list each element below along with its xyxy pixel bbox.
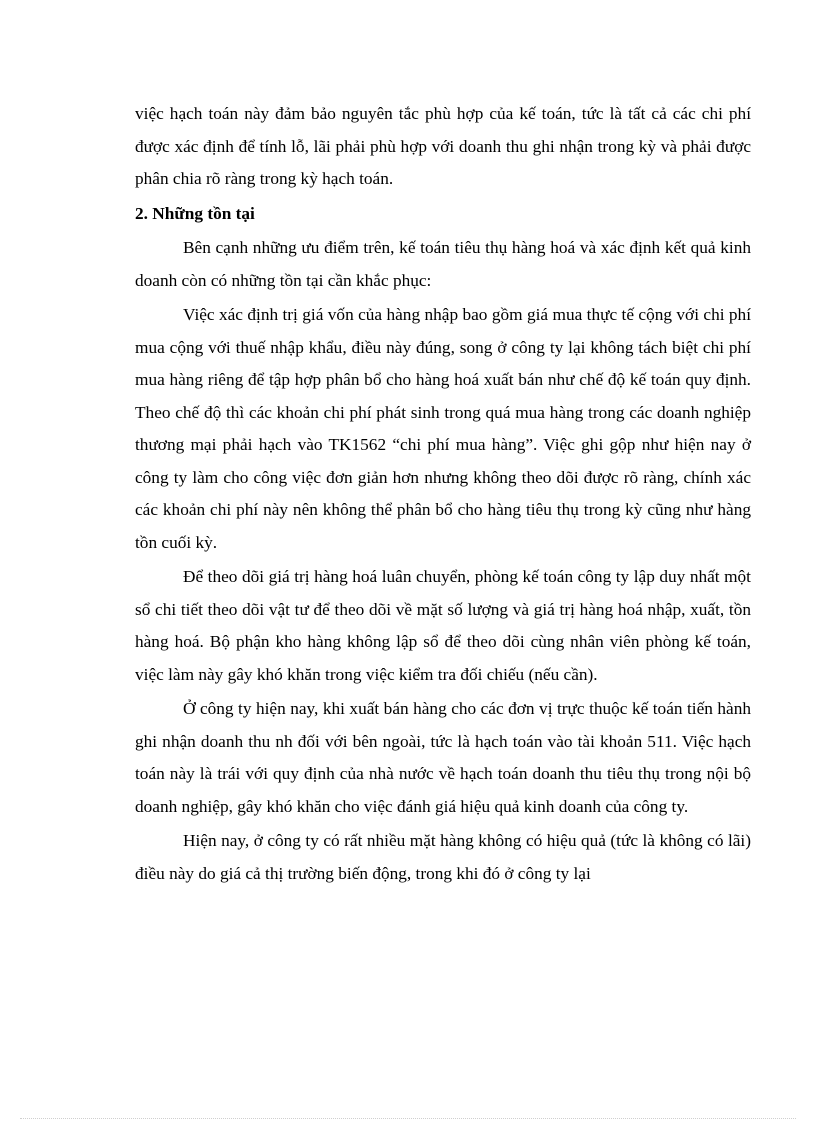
section-heading: 2. Những tồn tại: [135, 203, 255, 223]
paragraph-cost-determination: Việc xác định trị giá vốn của hàng nhập bao gồm giá mua thực tế cộng với chi phí mua cộng với thuế nhập khẩu, điều này đúng, song ở công ty lại không tách biệt chi phí mua hàng riêng để tập hợp phân bổ cho hàng hoá xuất bán như chế độ kế toán quy định. Theo chế độ thì các khoản chi phí phát sinh trong quá mua hàng trong các doanh nghiệp thương mại phải hạch vào TK1562 “chi phí mua hàng”. Việc ghi gộp như hiện nay ở công ty làm cho công việc đơn giản hơn nhưng không theo dõi được rõ ràng, chính xác các khoản chi phí này nên không thể phân bổ cho hàng tiêu thụ trong kỳ cũng như hàng tồn cuối kỳ.: [135, 305, 751, 552]
paragraph-intro: Bên cạnh những ưu điểm trên, kế toán tiêu thụ hàng hoá và xác định kết quả kinh doanh còn có những tồn tại cần khắc phục:: [135, 238, 751, 290]
document-body: [135, 98, 751, 890]
paragraph-inventory-tracking: Để theo dõi giá trị hàng hoá luân chuyển, phòng kế toán công ty lập duy nhất một sổ chi tiết theo dõi vật tư để theo dõi về mặt số lượng và giá trị hàng hoá nhập, xuất, tồn hàng hoá. Bộ phận kho hàng không lập sổ để theo dõi cùng nhân viên phòng kế toán, việc làm này gây khó khăn trong việc kiểm tra đối chiếu (nếu cần).: [135, 567, 751, 684]
paragraph-unprofitable-items: Hiện nay, ở công ty có rất nhiều mặt hàng không có hiệu quả (tức là không có lãi) điều này do giá cả thị trường biến động, trong khi đó ở công ty lại: [135, 831, 751, 883]
paragraph-continuation: việc hạch toán này đảm bảo nguyên tắc phù hợp của kế toán, tức là tất cả các chi phí được xác định để tính lỗ, lãi phải phù hợp với doanh thu ghi nhận trong kỳ và phải được phân chia rõ ràng trong kỳ hạch toán.: [135, 104, 751, 188]
paragraph-internal-sales: Ở công ty hiện nay, khi xuất bán hàng cho các đơn vị trực thuộc kế toán tiến hành ghi nhận doanh thu nh đối với bên ngoài, tức là hạch toán vào tài khoản 511. Việc hạch toán này là trái với quy định của nhà nước về hạch toán doanh thu tiêu thụ trong nội bộ doanh nghiệp, gây khó khăn cho việc đánh giá hiệu quả kinh doanh của công ty.: [135, 699, 751, 816]
page-bottom-divider: [20, 1118, 796, 1119]
